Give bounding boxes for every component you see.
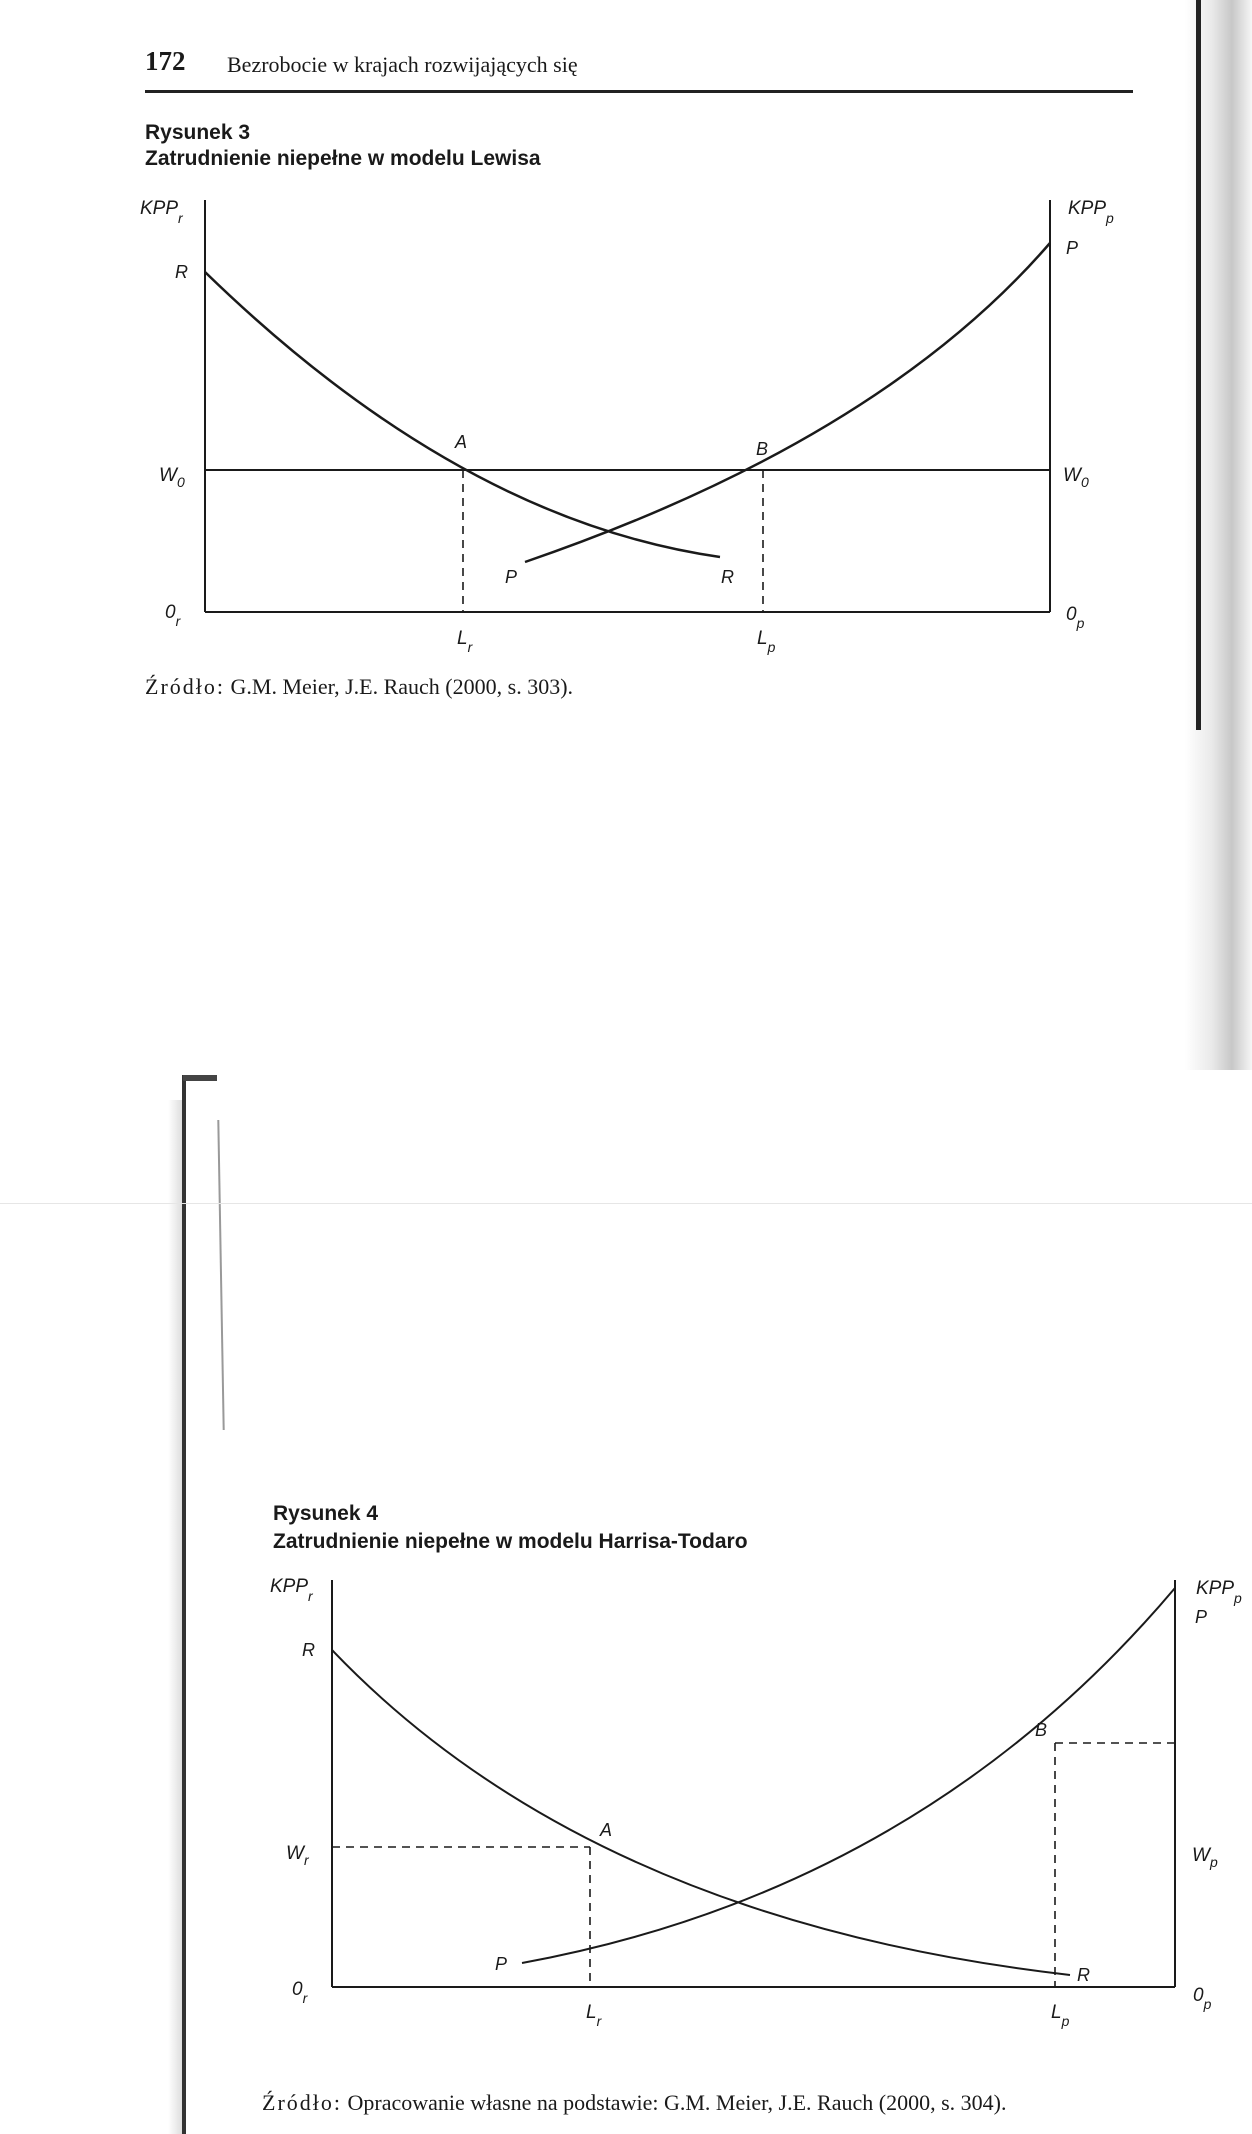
- figure4-label: Rysunek 4: [273, 1502, 379, 1525]
- fig4-label-P-top: P: [1195, 1607, 1208, 1627]
- fig4-label-kpp-p: $KPP_p$: [1196, 1578, 1242, 1606]
- fig3-label-B: B: [756, 439, 769, 459]
- fig3-label-Lr: $L_r$: [457, 628, 473, 655]
- figure4-source-label: Źródło:: [262, 2090, 342, 2115]
- fig4-label-R-top: R: [302, 1640, 315, 1660]
- fig3-label-origin-r: $0_r$: [165, 602, 181, 629]
- fig3-label-W0-right: $W_0$: [1063, 465, 1089, 490]
- fig4-label-Wr: $W_r$: [286, 1843, 309, 1868]
- fig3-label-R-low: R: [721, 567, 734, 587]
- fig4-curve-PP: [522, 1588, 1175, 1963]
- fig4-label-origin-p: $0_p$: [1193, 1985, 1212, 2012]
- fig4-label-A: A: [600, 1820, 613, 1840]
- fig4-label-R-low: R: [1077, 1965, 1090, 1985]
- fig3-label-P-top: P: [1066, 238, 1079, 258]
- figure3-label: Rysunek 3: [145, 121, 251, 144]
- figure3-source-text: G.M. Meier, J.E. Rauch (2000, s. 303).: [230, 674, 574, 699]
- fig4-curve-RR: [332, 1650, 1070, 1975]
- fig3-label-W0-left: $W_0$: [159, 465, 185, 490]
- figure4-source-text: Opracowanie własne na podstawie: G.M. Meier, J.E. Rauch (2000, s. 304).: [347, 2090, 1007, 2115]
- fig3-label-P-low: P: [505, 567, 518, 587]
- fig4-label-Wp: $W_p$: [1192, 1845, 1218, 1870]
- figure4-title: Zatrudnienie niepełne w modelu Harrisa-Todaro: [273, 1530, 748, 1553]
- fig3-label-A: A: [455, 432, 468, 452]
- fig4-label-Lp: $L_p$: [1051, 2002, 1070, 2029]
- fig3-label-kpp-p: $KPP_p$: [1068, 198, 1114, 226]
- fig4-label-Lr: $L_r$: [586, 2002, 602, 2029]
- running-title: Bezrobocie w krajach rozwijających się: [227, 52, 578, 77]
- fig4-label-B: B: [1035, 1720, 1048, 1740]
- fig3-label-R-top: R: [175, 262, 188, 282]
- fig3-label-Lp: $L_p$: [757, 628, 776, 655]
- fig4-label-origin-r: $0_r$: [292, 1979, 308, 2006]
- fig4-label-P-low: P: [495, 1954, 508, 1974]
- page-number: 172: [145, 46, 186, 76]
- figure3-source-label: Źródło:: [145, 674, 225, 699]
- figure3-title: Zatrudnienie niepełne w modelu Lewisa: [145, 147, 541, 170]
- fig3-label-kpp-r: $KPP_r$: [140, 198, 183, 226]
- fig3-label-origin-p: $0_p$: [1066, 604, 1085, 631]
- fig4-label-kpp-r: $KPP_r$: [270, 1576, 313, 1604]
- figure4-source: [262, 2090, 1006, 2116]
